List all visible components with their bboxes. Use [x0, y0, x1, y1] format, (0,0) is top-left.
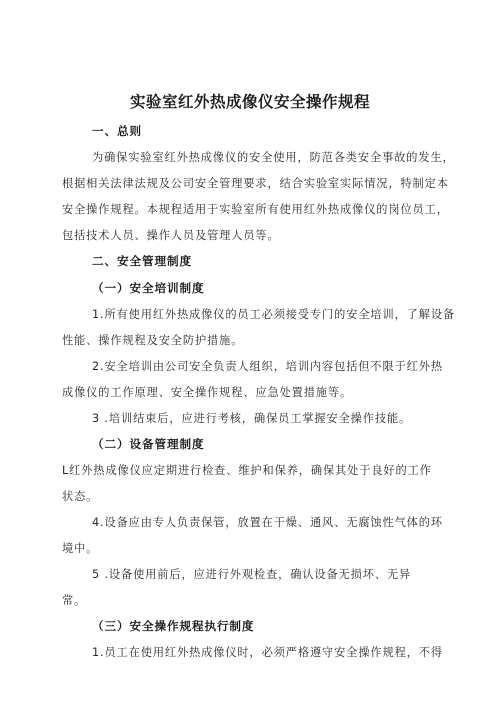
paragraph-line: 1.员工在使用红外热成像仪时，必须严格遵守安全操作规程，不得: [92, 646, 443, 659]
paragraph-line: 3 .培训结束后，应进行考核，确保员工掌握安全操作技能。: [92, 412, 412, 425]
paragraph-line: 性能、操作规程及安全防护措施。: [62, 334, 244, 347]
paragraph-line: 为确保实验室红外热成像仪的安全使用，防范各类安全事故的发生，: [92, 151, 455, 164]
subsection-heading-procedure-enforcement: （三）安全操作规程执行制度: [92, 619, 255, 633]
paragraph-line: 1.所有使用红外热成像仪的员工必须接受专门的安全培训，了解设备: [92, 308, 456, 321]
paragraph-line: L红外热成像仪应定期进行检查、维护和保养，确保其处于良好的工作: [62, 464, 432, 477]
section-heading-safety-management: 二、安全管理制度: [92, 254, 192, 268]
paragraph-line: 根据相关法律法规及公司安全管理要求，结合实验室实际情况，特制定本: [62, 177, 449, 190]
subsection-heading-equipment: （二）设备管理制度: [92, 437, 205, 451]
document-title: 实验室红外热成像仪安全操作规程: [129, 93, 370, 111]
paragraph-line: 安全操作规程。本规程适用于实验室所有使用红外热成像仪的岗位员工，: [62, 203, 449, 216]
paragraph-line: 包括技术人员、操作人员及管理人员等。: [62, 229, 280, 242]
paragraph-line: 4.设备应由专人负责保管，放置在干燥、通风、无腐蚀性气体的环: [92, 516, 443, 529]
paragraph-line: 5 .设备使用前后，应进行外观检查，确认设备无损坏、无异: [92, 568, 412, 581]
section-heading-general: 一、总则: [92, 124, 142, 138]
paragraph-line: 成像仪的工作原理、安全操作规程、应急处置措施等。: [62, 386, 353, 399]
paragraph-line: 2.安全培训由公司安全负责人组织，培训内容包括但不限于红外热: [92, 360, 443, 373]
paragraph-line: 境中。: [62, 542, 99, 555]
subsection-heading-training: （一）安全培训制度: [92, 281, 205, 295]
paragraph-line: 状态。: [62, 490, 99, 503]
paragraph-line: 常。: [62, 594, 87, 607]
